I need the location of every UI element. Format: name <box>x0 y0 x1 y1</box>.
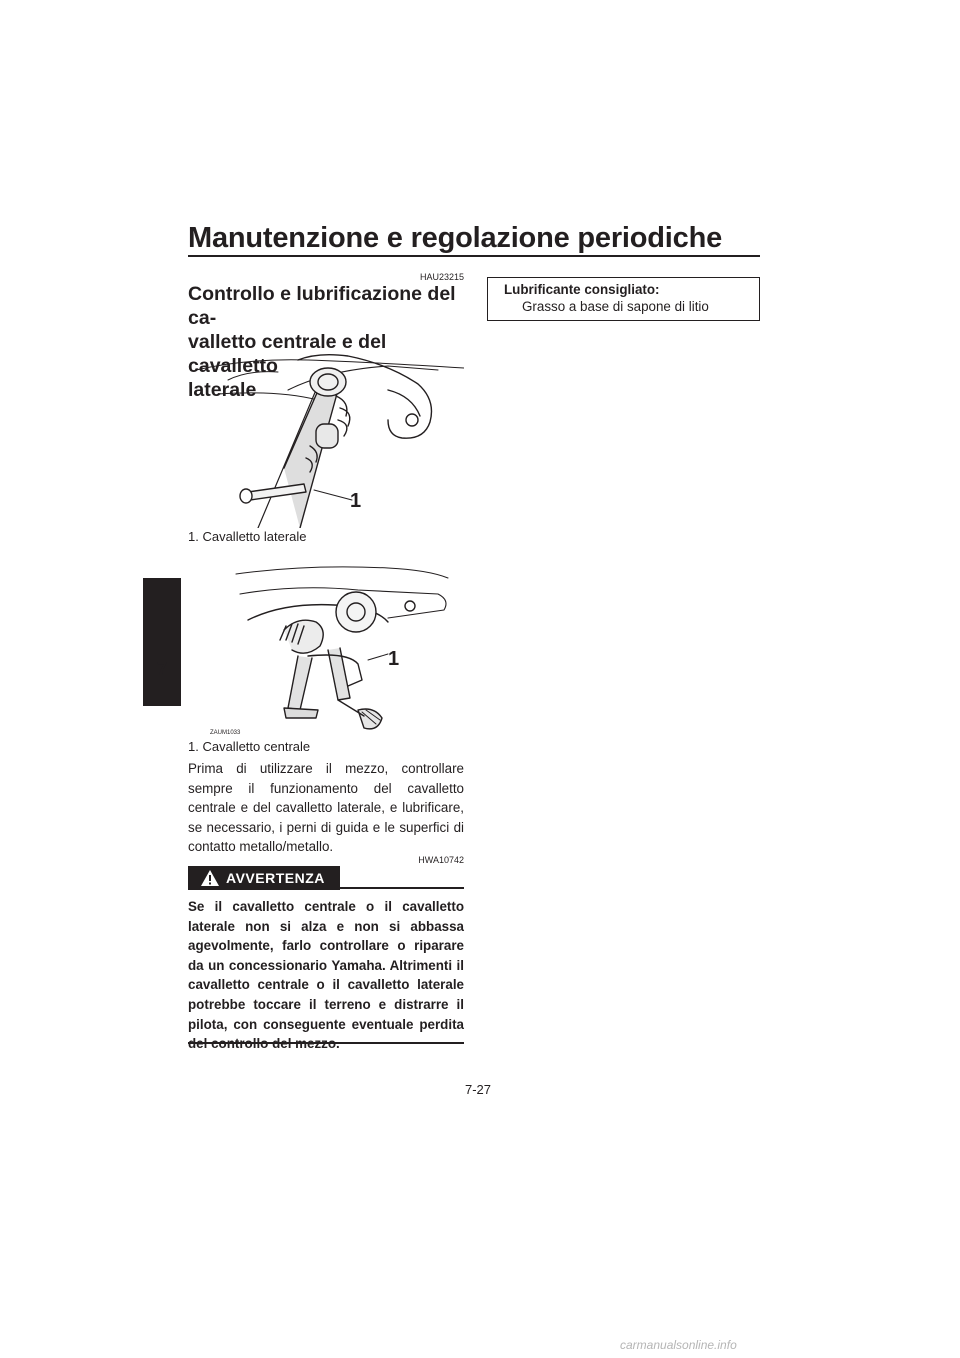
warning-text: Se il cavalletto centrale o il cavalletto laterale non si alza e non si abbassa agevolmente, farlo controllare o riparare da un concessionario Yamaha. Altrimenti il cavalletto centrale o il cavalletto laterale potrebbe toccare il terreno e distrarre il pilota, con conseguente eventuale perdita <box>188 899 464 1032</box>
page-number: 7-27 <box>464 1082 492 1097</box>
chapter-number: 7 <box>156 659 167 679</box>
page-title: Manutenzione e regolazione periodiche <box>188 222 723 254</box>
warning-label <box>188 866 340 890</box>
lubricant-box <box>487 277 760 321</box>
lubricant-label: Lubrificante consigliato: <box>504 282 660 297</box>
chapter-tab <box>143 578 181 706</box>
watermark: carmanualsonline.info <box>620 1338 737 1352</box>
section-heading: Controllo e lubrificazione del ca- valletto centrale e del cavalletto laterale <box>188 283 456 401</box>
warning-code: HWA10742 <box>418 855 464 865</box>
section-code: HAU23215 <box>419 272 464 282</box>
body-paragraph: Prima di utilizzare il mezzo, controllare sempre il funzionamento del cavalletto centrale e del cavalletto laterale, e lubrificare, se necessario, i perni di guida e le superfici di contatto metallo/metallo. <box>188 761 464 855</box>
lubricant-value: Grasso a base di sapone di litio <box>522 299 709 314</box>
warning-rule <box>340 887 464 889</box>
figure-code: ZAUM1033 <box>210 730 241 736</box>
warning-triangle-icon <box>200 869 220 894</box>
side-stand-callout: 1 <box>350 490 362 512</box>
title-rule <box>188 255 760 257</box>
warning-bottom-rule <box>188 1042 464 1044</box>
center-stand-caption: 1. Cavalletto centrale <box>188 739 311 754</box>
side-stand-caption: 1. Cavalletto laterale <box>188 529 307 544</box>
side-stand-illustration <box>188 350 464 528</box>
center-stand-illustration <box>188 560 464 740</box>
center-stand-callout: 1 <box>388 648 400 670</box>
warning-label-text: AVVERTENZA <box>226 870 325 886</box>
